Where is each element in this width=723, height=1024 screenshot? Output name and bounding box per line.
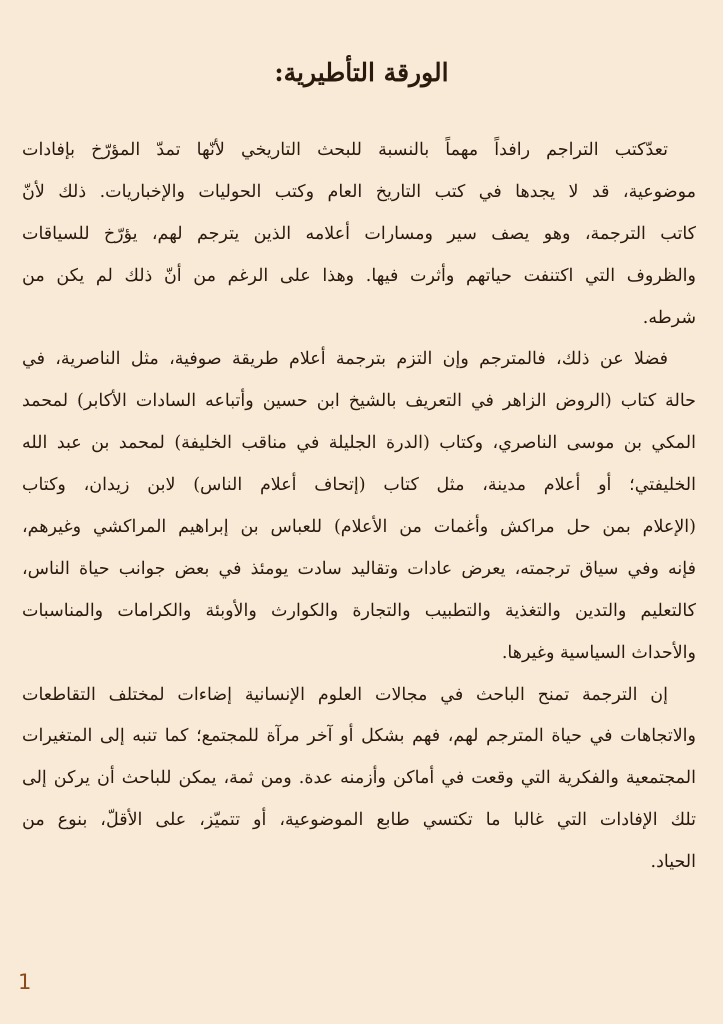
- text-line: والأحداث السياسية وغيرها.: [501, 642, 696, 663]
- text-line: الخليفتي؛ أو أعلام مدينة، مثل كتاب (إتحاف أعلام الناس) لابن زيدان، وكتاب: [22, 475, 696, 496]
- text-line: تلك الإفادات التي غالبا ما تكتسي طابع الموضوعية، أو تتميّز، على الأقلّ، بنوع من: [22, 810, 696, 831]
- text-line: حالة كتاب (الروض الزاهر في التعريف بالشيخ ابن حسين وأتباعه السادات الأكابر) لمحمد: [22, 391, 696, 412]
- text-line: المكي بن موسى الناصري، وكتاب (الدرة الجليلة في مناقب الخليفة) لمحمد بن عبد الله: [22, 433, 696, 454]
- text-line: إن الترجمة تمنح الباحث في مجالات العلوم الإنسانية إضاءات لمختلف التقاطعات: [22, 684, 668, 705]
- paragraph-2: [22, 339, 696, 674]
- text-line: والاتجاهات في حياة المترجم لهم، فهم بشكل أو آخر مرآة للمجتمع؛ كما تنبه إلى المتغيرات: [22, 726, 696, 747]
- document-body: [22, 130, 696, 884]
- text-line: فضلا عن ذلك، فالمترجم وإن التزم بترجمة أعلام طريقة صوفية، مثل الناصرية، في: [22, 349, 668, 370]
- text-line: شرطه.: [642, 307, 696, 328]
- text-line: فإنه وفي سياق ترجمته، يعرض عادات وتقاليد سادت يومئذ في بعض جوانب حياة الناس،: [22, 558, 696, 579]
- text-line: والظروف التي اكتنفت حياتهم وأثرت فيها. وهذا على الرغم من أنّ ذلك لم يكن من: [22, 265, 696, 286]
- text-line: كاتب الترجمة، وهو يصف سير ومسارات أعلامه الذين يترجم لهم، يؤرّخ للسياقات: [22, 223, 696, 244]
- paragraph-1: [22, 130, 696, 339]
- text-line: الحياد.: [650, 852, 696, 873]
- paragraph-3: [22, 675, 696, 884]
- text-line: موضوعية، قد لا يجدها في كتب التاريخ العام وكتب الحوليات والإخباريات. ذلك لأنّ: [22, 181, 696, 202]
- page-title: الورقة التأطيرية:: [274, 58, 449, 87]
- text-line: المجتمعية والفكرية التي وقعت في أماكن وأزمنه عدة. ومن ثمة، يمكن للباحث أن يركن إلى: [22, 768, 696, 789]
- text-line: (الإعلام بمن حل مراكش وأغمات من الأعلام) للعباس بن إبراهيم المراكشي وغيرهم،: [22, 517, 696, 538]
- page-number: 1: [18, 970, 32, 994]
- text-line: كالتعليم والتدين والتغذية والتطبيب والتجارة والكوارث والأوبئة والكرامات والمناسبات: [22, 600, 696, 621]
- text-line: تعدّكتب التراجم رافداً مهماً بالنسبة للبحث التاريخي لأنّها تمدّ المؤرّخ بإفادات: [22, 140, 668, 160]
